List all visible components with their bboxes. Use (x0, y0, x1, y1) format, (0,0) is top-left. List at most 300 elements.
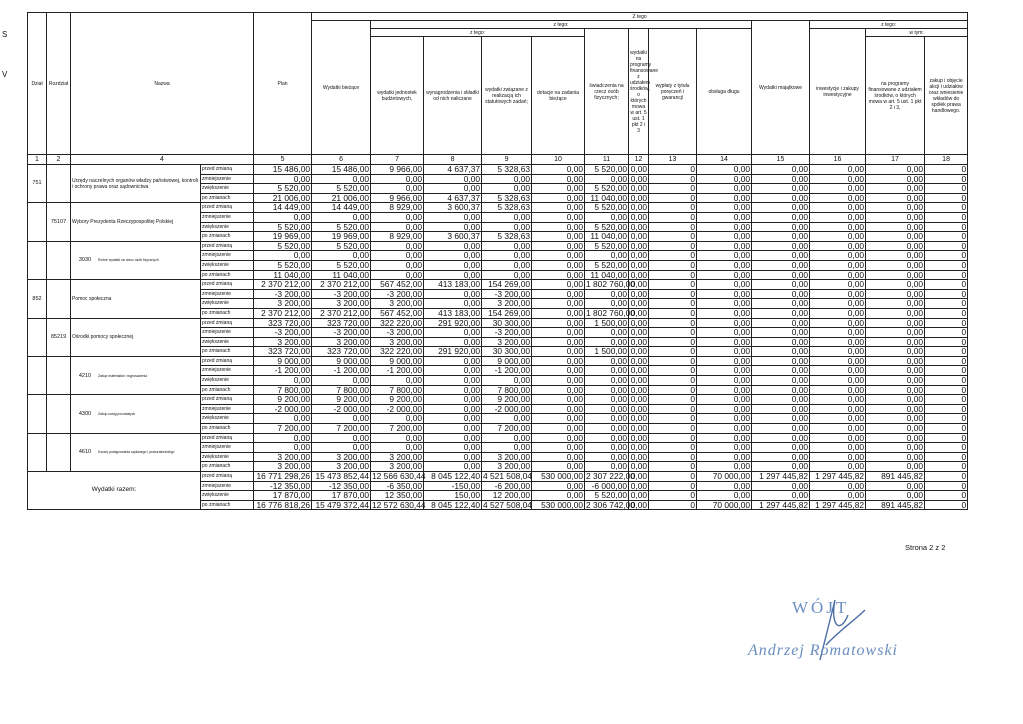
header-inwest-programy: na programy finansowane z udziałem środków, o których mowa w art. 5 ust. 1 pkt 2 i 3, (866, 37, 925, 155)
value-cell: 0,00 (532, 376, 585, 386)
value-cell: 9 966,00 (371, 193, 424, 203)
value-cell: 0,00 (866, 347, 925, 357)
change-type-cell: przed zmianą (201, 433, 254, 443)
change-type-cell: zwiększenie (201, 299, 254, 309)
value-cell: 0 (649, 232, 697, 242)
value-cell: -6 000,00 (585, 481, 629, 491)
paragraf-label: Zakup materiałów i wyposażenia (98, 373, 147, 378)
value-cell: 0,00 (752, 404, 810, 414)
value-cell: 5 328,63 (482, 203, 532, 213)
value-cell: 30 300,00 (482, 347, 532, 357)
change-type-cell: zmniejszenie (201, 443, 254, 453)
header-z-tego-biezace: z tego: (371, 21, 752, 29)
value-cell: 0,00 (424, 184, 482, 194)
paragraf-label: Koszty postępowania sądowego i prokuratorskiego (98, 450, 175, 455)
value-cell: 14 449,00 (312, 203, 371, 213)
value-cell: 0 (649, 193, 697, 203)
value-cell: 9 200,00 (312, 395, 371, 405)
value-cell: 0 (649, 203, 697, 213)
value-cell: -3 200,00 (312, 289, 371, 299)
change-type-cell: przed zmianą (201, 280, 254, 290)
name-cell: Urzędy naczelnych organów władzy państwowej, kontroli i ochrony prawa oraz sądownictwa (71, 165, 201, 203)
value-cell: 1 802 760,00 (586, 307, 635, 318)
value-cell: 5 520,00 (254, 222, 312, 232)
value-cell: 322 220,00 (371, 318, 424, 328)
value-cell: 0,00 (752, 328, 810, 338)
header-poreczenia: wypłaty z tytułu poręczeń i gwarancji (649, 29, 697, 155)
value-cell: 5 520,00 (585, 260, 629, 270)
value-cell: 0,00 (371, 251, 424, 261)
value-cell: 0 (649, 452, 697, 462)
value-cell: 0,00 (752, 452, 810, 462)
value-cell: 3 200,00 (371, 299, 424, 309)
value-cell: 0,00 (629, 270, 649, 280)
value-cell: 0,00 (532, 241, 585, 251)
totals-label: Wydatki razem: (28, 472, 201, 510)
change-type-cell: zwiększenie (201, 452, 254, 462)
value-cell: 0 (925, 500, 968, 510)
value-cell: 0 (649, 212, 697, 222)
value-cell: 0,00 (697, 366, 752, 376)
value-cell: 0,00 (752, 241, 810, 251)
change-type-cell: zmniejszenie (201, 251, 254, 261)
value-cell: 0,00 (371, 270, 424, 280)
value-cell: 3 200,00 (312, 299, 371, 309)
value-cell: 0,00 (424, 424, 482, 434)
value-cell: 0 (925, 347, 968, 357)
value-cell: 3 600,37 (424, 232, 482, 242)
value-cell: 0 (925, 184, 968, 194)
value-cell: 17 870,00 (254, 491, 312, 501)
header-majatkowe: Wydatki majątkowe (752, 21, 810, 155)
value-cell: 323 720,00 (254, 318, 312, 328)
value-cell: 0,00 (866, 424, 925, 434)
change-type-cell: przed zmianą (201, 472, 254, 482)
value-cell: 9 000,00 (312, 356, 371, 366)
value-cell: 0,00 (532, 251, 585, 261)
value-cell: 1 500,00 (585, 318, 629, 328)
value-cell: 0,00 (585, 452, 629, 462)
value-cell: 5 328,63 (482, 232, 532, 242)
value-cell: 0,00 (532, 299, 585, 309)
value-cell: 0,00 (629, 193, 649, 203)
value-cell: 0,00 (629, 424, 649, 434)
value-cell: 3 200,00 (371, 462, 424, 472)
value-cell: 1 297 445,82 (752, 500, 810, 510)
value-cell: -1 200,00 (254, 366, 312, 376)
value-cell: 0 (649, 472, 697, 482)
value-cell: 0 (925, 280, 968, 290)
column-number: 16 (810, 155, 866, 165)
value-cell: 0,00 (697, 328, 752, 338)
value-cell: 0,00 (752, 347, 810, 357)
header-akcje: zakup i objęcie akcji i udziałów oraz wniesienie wkładów do spółek prawa handlowego. (925, 37, 968, 155)
value-cell: 0,00 (752, 318, 810, 328)
value-cell: 0 (649, 260, 697, 270)
header-z-tego-top: Z tego (312, 13, 968, 21)
value-cell: 0,00 (371, 376, 424, 386)
paragraf-code: 3030 (78, 257, 92, 264)
value-cell: 5 520,00 (585, 165, 629, 175)
paragraf-code: 4300 (78, 410, 92, 417)
value-cell: 0 (649, 500, 697, 510)
paragraf-label: Różne wydatki na rzecz osób fizycznych (98, 258, 159, 263)
value-cell: 150,00 (424, 491, 482, 501)
value-cell: 0,00 (697, 174, 752, 184)
value-cell: 0,00 (254, 443, 312, 453)
value-cell: 0,00 (629, 212, 649, 222)
value-cell: 0,00 (697, 385, 752, 395)
header-dzial: Dział (28, 13, 47, 155)
dzial-cell: 751 (28, 165, 47, 203)
value-cell: 5 520,00 (254, 260, 312, 270)
value-cell: -1 200,00 (371, 366, 424, 376)
rozdzial-cell (47, 280, 71, 318)
column-number: 1 (28, 155, 47, 165)
value-cell: 0,00 (810, 347, 866, 357)
value-cell: 0,00 (810, 385, 866, 395)
value-cell: 70 000,00 (697, 500, 752, 510)
value-cell: 5 328,63 (482, 165, 532, 175)
value-cell: 0 (925, 308, 968, 318)
value-cell: 11 040,00 (585, 270, 629, 280)
column-number: 17 (866, 155, 925, 165)
value-cell: 0,00 (697, 491, 752, 501)
value-cell: 3 200,00 (371, 452, 424, 462)
value-cell: 0,00 (752, 491, 810, 501)
value-cell: 0,00 (752, 289, 810, 299)
value-cell: -3 200,00 (254, 328, 312, 338)
value-cell: 0,00 (424, 174, 482, 184)
column-number: 2 (47, 155, 71, 165)
value-cell: 530 000,00 (532, 500, 585, 510)
change-type-cell: po zmianach (201, 500, 254, 510)
value-cell: 0,00 (629, 404, 649, 414)
value-cell: 5 520,00 (312, 260, 371, 270)
value-cell: 0,00 (866, 212, 925, 222)
value-cell: 0,00 (482, 241, 532, 251)
value-cell: 0,00 (697, 270, 752, 280)
value-cell: 0,00 (752, 337, 810, 347)
value-cell: 19 969,00 (254, 232, 312, 242)
value-cell: 0,00 (697, 452, 752, 462)
value-cell: 0,00 (752, 433, 810, 443)
table-body (28, 165, 968, 510)
value-cell: 0,00 (629, 241, 649, 251)
value-cell: 0,00 (866, 337, 925, 347)
value-cell: 0,00 (866, 174, 925, 184)
value-cell: 0 (649, 433, 697, 443)
value-cell: 154 269,00 (482, 308, 532, 318)
value-cell: 0 (925, 289, 968, 299)
value-cell: 3 200,00 (482, 337, 532, 347)
value-cell: 12 200,00 (482, 491, 532, 501)
change-type-cell: zmniejszenie (201, 289, 254, 299)
change-type-cell: przed zmianą (201, 318, 254, 328)
value-cell: 0,00 (697, 481, 752, 491)
value-cell: 0,00 (866, 376, 925, 386)
value-cell: 1 500,00 (585, 347, 629, 357)
value-cell: 0,00 (752, 184, 810, 194)
value-cell: 0,00 (810, 356, 866, 366)
value-cell: 0,00 (371, 260, 424, 270)
change-type-cell: przed zmianą (201, 395, 254, 405)
change-type-cell: zmniejszenie (201, 174, 254, 184)
value-cell: 2 370 212,00 (312, 280, 371, 290)
value-cell: 0,00 (371, 222, 424, 232)
value-cell: 5 328,63 (482, 193, 532, 203)
value-cell: 0,00 (810, 289, 866, 299)
value-cell: 30 300,00 (482, 318, 532, 328)
value-cell: 0,00 (697, 280, 752, 290)
value-cell: -3 200,00 (482, 328, 532, 338)
value-cell: 0 (925, 395, 968, 405)
signature-name: Andrzej Romatowski (748, 642, 898, 659)
value-cell: 1 297 445,82 (810, 500, 866, 510)
change-type-cell: po zmianach (201, 385, 254, 395)
column-number: 18 (925, 155, 968, 165)
value-cell: 0,00 (424, 433, 482, 443)
dzial-cell (28, 241, 47, 279)
value-cell: -12 350,00 (312, 481, 371, 491)
change-type-cell: po zmianach (201, 462, 254, 472)
value-cell: 0,00 (371, 443, 424, 453)
value-cell: 413 183,00 (424, 308, 482, 318)
value-cell: 0 (925, 443, 968, 453)
column-number: 14 (697, 155, 752, 165)
value-cell: 0,00 (629, 366, 649, 376)
value-cell: 0,00 (532, 328, 585, 338)
value-cell: 0,00 (697, 414, 752, 424)
value-cell: 21 006,00 (254, 193, 312, 203)
value-cell: 0,00 (532, 184, 585, 194)
value-cell: 0 (925, 260, 968, 270)
value-cell: 0,00 (629, 500, 649, 510)
value-cell: 0,00 (629, 165, 649, 175)
value-cell: 11 040,00 (585, 232, 629, 242)
value-cell: 0,00 (752, 193, 810, 203)
value-cell: 5 520,00 (254, 184, 312, 194)
value-cell: 0,00 (532, 347, 585, 357)
value-cell: 0 (925, 433, 968, 443)
value-cell: 0 (925, 452, 968, 462)
value-cell: 5 520,00 (585, 184, 629, 194)
value-cell: -3 200,00 (371, 328, 424, 338)
value-cell: 0,00 (629, 251, 649, 261)
change-type-cell: zwiększenie (201, 337, 254, 347)
value-cell: 0,00 (629, 395, 649, 405)
change-type-cell: po zmianach (201, 232, 254, 242)
value-cell: 0,00 (866, 452, 925, 462)
value-cell: 0 (649, 308, 697, 318)
header-nazwa: Nazwa (71, 13, 254, 155)
value-cell: 0,00 (424, 395, 482, 405)
value-cell: 0,00 (629, 174, 649, 184)
change-type-cell: zmniejszenie (201, 366, 254, 376)
value-cell: 0,00 (629, 452, 649, 462)
value-cell: 0,00 (866, 395, 925, 405)
value-cell: 0,00 (697, 193, 752, 203)
value-cell: 323 720,00 (312, 318, 371, 328)
value-cell: 0 (925, 472, 968, 482)
header-rozdzial: Rozdział (47, 13, 71, 155)
value-cell: 9 000,00 (482, 356, 532, 366)
value-cell: 0 (925, 404, 968, 414)
value-cell: 0,00 (697, 376, 752, 386)
change-type-cell: zwiększenie (201, 260, 254, 270)
value-cell: 0,00 (629, 472, 649, 482)
value-cell: -3 200,00 (482, 289, 532, 299)
value-cell: 7 200,00 (254, 424, 312, 434)
column-number: 4 (71, 155, 254, 165)
value-cell: 0,00 (585, 462, 629, 472)
value-cell: 0,00 (312, 376, 371, 386)
value-cell: 0,00 (810, 404, 866, 414)
value-cell: 0,00 (629, 299, 649, 309)
value-cell: 891 445,82 (866, 500, 925, 510)
column-number: 11 (585, 155, 629, 165)
value-cell: 0,00 (532, 414, 585, 424)
value-cell: 0,00 (254, 376, 312, 386)
value-cell: 0,00 (697, 433, 752, 443)
change-type-cell: zmniejszenie (201, 481, 254, 491)
change-type-cell: przed zmianą (201, 241, 254, 251)
value-cell: 0 (649, 222, 697, 232)
value-cell: 0,00 (629, 308, 649, 318)
dzial-cell (28, 203, 47, 241)
value-cell: 0,00 (424, 270, 482, 280)
value-cell: 0,00 (752, 232, 810, 242)
value-cell: 0,00 (752, 414, 810, 424)
value-cell: 0,00 (810, 491, 866, 501)
table-row (28, 395, 968, 405)
column-number-row (28, 155, 968, 165)
value-cell: 0,00 (752, 462, 810, 472)
value-cell: 0,00 (585, 212, 629, 222)
value-cell: 0 (649, 491, 697, 501)
value-cell: 0,00 (810, 328, 866, 338)
value-cell: 21 006,00 (312, 193, 371, 203)
value-cell: 0,00 (532, 462, 585, 472)
value-cell: 0,00 (810, 193, 866, 203)
value-cell: 14 449,00 (254, 203, 312, 213)
value-cell: 0,00 (424, 376, 482, 386)
value-cell: 0,00 (752, 299, 810, 309)
value-cell: 0,00 (629, 414, 649, 424)
value-cell: 0,00 (424, 289, 482, 299)
value-cell: 0,00 (585, 395, 629, 405)
value-cell: 0,00 (752, 481, 810, 491)
value-cell: 0,00 (752, 366, 810, 376)
value-cell: 0,00 (866, 270, 925, 280)
value-cell: 4 637,37 (424, 165, 482, 175)
value-cell: 0,00 (629, 443, 649, 453)
value-cell: 0,00 (254, 251, 312, 261)
value-cell: 0,00 (810, 424, 866, 434)
value-cell: 0,00 (866, 385, 925, 395)
value-cell: 0,00 (424, 443, 482, 453)
header-statutowe: wydatki związane z realizacją ich statutowych zadań; (482, 37, 532, 155)
value-cell: 0,00 (866, 414, 925, 424)
value-cell: 0 (925, 251, 968, 261)
change-type-cell: zmniejszenie (201, 404, 254, 414)
value-cell: 0,00 (312, 251, 371, 261)
value-cell: 5 520,00 (585, 203, 629, 213)
value-cell: 0,00 (585, 404, 629, 414)
value-cell: 0,00 (866, 328, 925, 338)
value-cell: 0,00 (424, 366, 482, 376)
value-cell: 0,00 (482, 260, 532, 270)
name-cell: Wybory Prezydenta Rzeczypospolitej Polskiej (71, 203, 201, 241)
value-cell: 3 200,00 (371, 337, 424, 347)
value-cell: 0 (649, 251, 697, 261)
value-cell: 3 200,00 (254, 299, 312, 309)
value-cell: 7 800,00 (254, 385, 312, 395)
value-cell: 0 (649, 318, 697, 328)
value-cell: -12 350,00 (254, 481, 312, 491)
value-cell: 0,00 (866, 356, 925, 366)
value-cell: 0,00 (697, 212, 752, 222)
value-cell: 0,00 (810, 184, 866, 194)
value-cell: 0,00 (585, 299, 629, 309)
value-cell: 0,00 (752, 222, 810, 232)
value-cell: 0,00 (629, 347, 649, 357)
value-cell: 0,00 (482, 212, 532, 222)
value-cell: 0,00 (424, 414, 482, 424)
value-cell: 0 (649, 270, 697, 280)
value-cell: 0,00 (697, 356, 752, 366)
value-cell: 0,00 (810, 376, 866, 386)
value-cell: 0,00 (585, 376, 629, 386)
value-cell: 0,00 (254, 414, 312, 424)
value-cell: 0 (925, 337, 968, 347)
margin-mark: V (2, 70, 8, 79)
dzial-cell (28, 356, 47, 394)
header-w-tym: w tym: (866, 29, 968, 37)
paragraf-label: Zakup usług pozostałych (98, 411, 136, 416)
value-cell: 5 520,00 (585, 491, 629, 501)
rozdzial-cell (47, 241, 71, 279)
value-cell: 0,00 (866, 260, 925, 270)
dzial-cell (28, 318, 47, 356)
value-cell: 0,00 (532, 424, 585, 434)
value-cell: 0,00 (810, 280, 866, 290)
value-cell: 7 200,00 (312, 424, 371, 434)
value-cell: 0,00 (810, 414, 866, 424)
value-cell: 0,00 (532, 289, 585, 299)
value-cell: 0,00 (810, 212, 866, 222)
value-cell: 0,00 (810, 165, 866, 175)
value-cell: 0,00 (810, 452, 866, 462)
header-plan: Plan (254, 13, 312, 155)
value-cell: 3 200,00 (312, 462, 371, 472)
value-cell: 9 000,00 (254, 356, 312, 366)
change-type-cell: po zmianach (201, 193, 254, 203)
value-cell: 8 045 122,40 (424, 500, 482, 510)
value-cell: 0,00 (482, 222, 532, 232)
value-cell: 0 (925, 299, 968, 309)
value-cell: 0,00 (532, 174, 585, 184)
value-cell: 0 (925, 462, 968, 472)
value-cell: 0,00 (629, 184, 649, 194)
value-cell: 291 920,00 (424, 347, 482, 357)
value-cell: 5 520,00 (312, 222, 371, 232)
value-cell: 0,00 (424, 404, 482, 414)
value-cell: 12 572 630,44 (372, 499, 426, 510)
value-cell: 0 (649, 443, 697, 453)
column-number: 10 (532, 155, 585, 165)
value-cell: 0,00 (532, 385, 585, 395)
